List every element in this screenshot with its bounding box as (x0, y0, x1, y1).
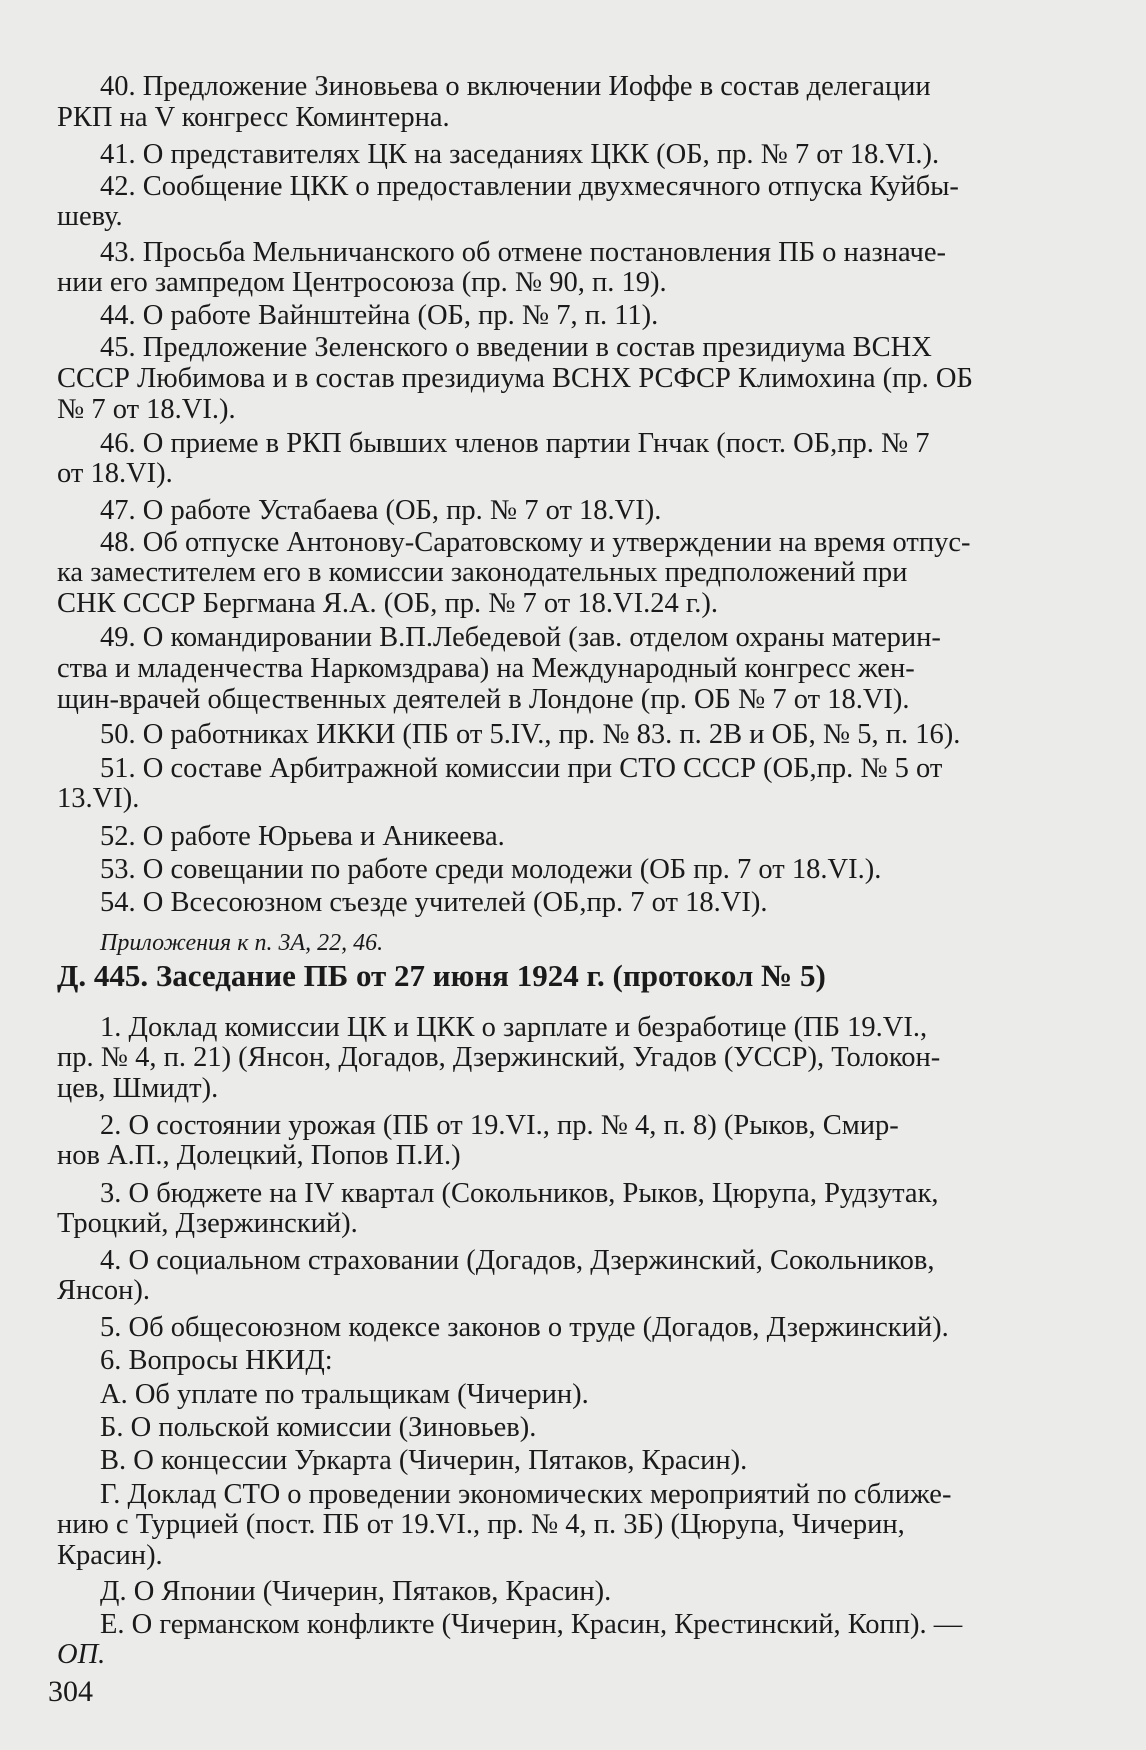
appendix-note: Приложения к п. 3А, 22, 46. (100, 930, 384, 956)
item-6a-line-1: А. Об уплате по тральщикам (Чичерин). (100, 1379, 589, 1410)
item-48-line-2: ка заместителем его в комиссии законодательных предположений при (57, 557, 908, 588)
item-2-line-2: нов А.П., Долецкий, Попов П.И.) (57, 1140, 461, 1171)
item-6v-line-1: В. О концессии Уркарта (Чичерин, Пятаков, Красин). (100, 1445, 748, 1476)
item-40-line-2: РКП на V конгресс Коминтерна. (57, 102, 450, 133)
item-46-line-1: 46. О приеме в РКП бывших членов партии Гнчак (пост. ОБ,пр. № 7 (100, 428, 930, 459)
item-1-line-2: пр. № 4, п. 21) (Янсон, Догадов, Дзержинский, Угадов (УССР), Толокон- (57, 1042, 941, 1073)
item-3-line-2: Троцкий, Дзержинский). (57, 1208, 358, 1239)
page-number: 304 (48, 1675, 93, 1708)
item-1-line-1: 1. Доклад комиссии ЦК и ЦКК о зарплате и безработице (ПБ 19.VI., (100, 1012, 928, 1043)
item-42-line-2: шеву. (57, 201, 123, 232)
item-6-line-1: 6. Вопросы НКИД: (100, 1345, 333, 1376)
item-6e-line-1: Е. О германском конфликте (Чичерин, Красин, Крестинский, Копп). — (100, 1609, 963, 1640)
item-44-line-1: 44. О работе Вайнштейна (ОБ, пр. № 7, п. 11). (100, 300, 659, 331)
item-40-line-1: 40. Предложение Зиновьева о включении Иоффе в состав делегации (100, 71, 931, 102)
item-43-line-1: 43. Просьба Мельничанского об отмене постановления ПБ о назначе- (100, 237, 946, 268)
item-49-line-3: щин-врачей общественных деятелей в Лондоне (пр. ОБ № 7 от 18.VI). (57, 684, 910, 715)
item-41-line-1: 41. О представителях ЦК на заседаниях ЦКК (ОБ, пр. № 7 от 18.VI.). (100, 139, 940, 170)
item-6d-line-1: Д. О Японии (Чичерин, Пятаков, Красин). (100, 1576, 612, 1607)
item-53-line-1: 53. О совещании по работе среди молодежи (ОБ пр. 7 от 18.VI.). (100, 854, 882, 885)
item-47-line-1: 47. О работе Устабаева (ОБ, пр. № 7 от 18.VI). (100, 495, 662, 526)
item-46-line-2: от 18.VI). (57, 458, 173, 489)
item-45-line-3: № 7 от 18.VI.). (57, 394, 236, 425)
item-43-line-2: нии его зампредом Центросоюза (пр. № 90, п. 19). (57, 267, 667, 298)
item-6g-line-2: нию с Турцией (пост. ПБ от 19.VI., пр. № 4, п. 3Б) (Цюрупа, Чичерин, (57, 1509, 905, 1540)
item-49-line-1: 49. О командировании В.П.Лебедевой (зав. отделом охраны материн- (100, 622, 941, 653)
item-49-line-2: ства и младенчества Наркомздрава) на Международный конгресс жен- (57, 653, 915, 684)
item-3-line-1: 3. О бюджете на IV квартал (Сокольников, Рыков, Цюрупа, Рудзутак, (100, 1178, 939, 1209)
item-5-line-1: 5. Об общесоюзном кодексе законов о труде (Догадов, Дзержинский). (100, 1312, 949, 1343)
item-51-line-1: 51. О составе Арбитражной комиссии при СТО СССР (ОБ,пр. № 5 от (100, 753, 943, 784)
item-1-line-3: цев, Шмидт). (57, 1073, 219, 1104)
item-52-line-1: 52. О работе Юрьева и Аникеева. (100, 821, 505, 852)
item-2-line-1: 2. О состоянии урожая (ПБ от 19.VI., пр. № 4, п. 8) (Рыков, Смир- (100, 1110, 899, 1141)
closing-op: ОП. (57, 1639, 106, 1670)
item-45-line-1: 45. Предложение Зеленского о введении в состав президиума ВСНХ (100, 332, 932, 363)
item-51-line-2: 13.VI). (57, 783, 140, 814)
item-4-line-2: Янсон). (57, 1275, 151, 1306)
section-heading: Д. 445. Заседание ПБ от 27 июня 1924 г. (протокол № 5) (57, 958, 826, 993)
item-6g-line-3: Красин). (57, 1540, 163, 1571)
item-42-line-1: 42. Сообщение ЦКК о предоставлении двухмесячного отпуска Куйбы- (100, 171, 959, 202)
item-6g-line-1: Г. Доклад СТО о проведении экономических мероприятий по сближе- (100, 1479, 952, 1510)
item-54-line-1: 54. О Всесоюзном съезде учителей (ОБ,пр. 7 от 18.VI). (100, 887, 768, 918)
item-50-line-1: 50. О работниках ИККИ (ПБ от 5.IV., пр. № 83. п. 2В и ОБ, № 5, п. 16). (100, 719, 961, 750)
item-6b-line-1: Б. О польской комиссии (Зиновьев). (100, 1412, 537, 1443)
item-48-line-3: СНК СССР Бергмана Я.А. (ОБ, пр. № 7 от 18.VI.24 г.). (57, 588, 719, 619)
item-45-line-2: СССР Любимова и в состав президиума ВСНХ РСФСР Климохина (пр. ОБ (57, 363, 973, 394)
item-4-line-1: 4. О социальном страховании (Догадов, Дзержинский, Сокольников, (100, 1245, 935, 1276)
item-48-line-1: 48. Об отпуске Антонову-Саратовскому и утверждении на время отпус- (100, 527, 971, 558)
